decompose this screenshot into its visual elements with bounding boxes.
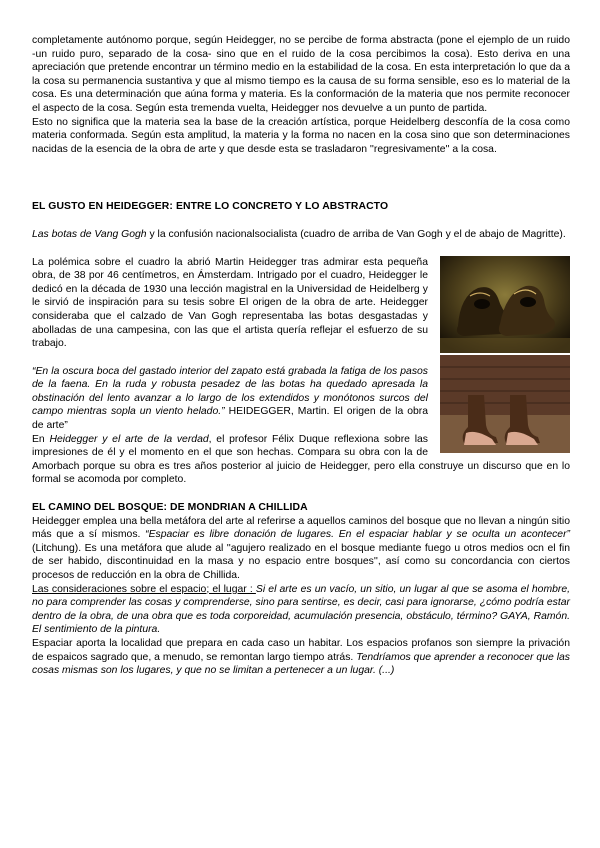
artwork-title: Las botas de Vang Gogh xyxy=(32,228,147,240)
s2p2-quote: Si el arte es un vacío, un sitio, un lugar al que se asoma el hombre, no para comprender las cosas y comprenderse, sino para sentirse, es decir, casi para ignorarse, ¿cómo podría estar dentro de la obra, de una obra que es toda corporeidad, acumulación presencia, obstáculo, término? GAYA, Ramón. El sentimiento de la pintura. xyxy=(32,583,571,636)
van-gogh-boots-painting xyxy=(440,256,570,353)
s2p2-label: Las consideraciones sobre el espacio; el lugar : xyxy=(32,583,256,595)
s2p1-quote: “Espaciar es libre donación de lugares. En el espaciar hablar y se oculta un acontecer” xyxy=(145,529,570,541)
intro-paragraph-1: completamente autónomo porque, según Heidegger, no se percibe de forma abstracta (pone el ejemplo de un ruido -un ruido puro, separado de la cosa- sino que en el ruido de la cosa percibimos la cosa). Esto deriva en una apreciación que pretende encontrar un término medio en la estabilidad de la cosa. En esta interpretación lo que da a la cosa su permanencia sustantiva y que al mismo tiempo es la causa de su forma sensible, eso es lo material de la cosa. Es una determinación que aúna forma y materia. Es la conformación de la materia que nos permite reconocer el aspecto de la cosa. Según esta tremenda vuelta, Heidegger nos devuelve a un punto de partida. xyxy=(32,35,570,114)
quote-text: “En la oscura boca del gastado interior del zapato está grabada la fatiga de los pasos de la faena. En la ruda y robusta pesadez de las botas ha quedado apresada la obstinación del lento avanzar a lo largo de los extendidos y monótonos surcos del campo mientras sopla un viento helado.” xyxy=(32,365,428,418)
section-heading-camino: EL CAMINO DEL BOSQUE: DE MONDRIAN A CHILLIDA xyxy=(32,502,308,514)
p2-rest: , el profesor Félix Duque reflexiona sobre las impresiones de él y el momento en el que son hechas. Compara su obra con la de Amorbach porque su obra es tres años posterior al juicio de Heidegger, pero ella construye un discurso que en lo formal se acomoda por completo. xyxy=(32,433,570,486)
quote-source: HEIDEGGER, Martin. El origen de la obra de arte” xyxy=(32,406,428,432)
document-page xyxy=(32,34,570,678)
book-title: Heidegger y el arte de la verdad xyxy=(49,433,209,445)
section2-paragraph-1 xyxy=(32,515,570,583)
section1-lead-text: y la confusión nacionalsocialista (cuadro de arriba de Van Gogh y el de abajo de Magritte). xyxy=(146,228,566,240)
section1-lead xyxy=(32,228,570,242)
section-heading-gusto: EL GUSTO EN HEIDEGGER: ENTRE LO CONCRETO Y LO ABSTRACTO xyxy=(32,201,389,213)
paintings-figure xyxy=(440,256,570,453)
section1-paragraph-1: La polémica sobre el cuadro la abrió Martin Heidegger tras admirar esta pequeña obra, de 38 por 46 centímetros, en Ámsterdam. Intrigado por el cuadro, Heidegger le dedicó en la década de 1930 una lección magistral en la Universidad de Heidelberg y le sirvió de inspiración para su tesis sobre El origen de la obra de arte. Heidegger consideraba que el calzado de Van Gogh representaba las botas desgastadas y abolladas de una campesina, con las que el artista quería reflejar el esfuerzo de su trabajo. xyxy=(32,256,428,350)
section2-paragraph-3 xyxy=(32,637,570,678)
intro-paragraph-2: Esto no significa que la materia sea la base de la creación artística, porque Heidelberg desconfía de la cosa como materia conformada. Según esta amplitud, la materia y la forma no nacen en la cosa sino que son determinaciones nacidas de la esencia de la obra de arte y que desde esta se trasladaron ''regresivamente'' a la cosa. xyxy=(32,116,570,155)
s2p1-start: Heidegger emplea una bella metáfora del arte al referirse a aquellos caminos del bosque que no llevan a ningún sitio más que a sí mismos. xyxy=(32,515,570,541)
p2-start: En xyxy=(32,433,50,445)
section2-paragraph-2 xyxy=(32,583,570,637)
s2p3-start: Espaciar aporta la localidad que prepara en cada caso un habitar. Los espacios profanos son siempre la privación de espaicos sagrado que, a menudo, se remontan largo tiempo atrás. xyxy=(32,637,570,663)
s2p1-rest: (Litchung). Es una metáfora que alude al ''agujero realizado en el bosque mediante fuego u otros medios ocn el fin de ser habido, discontinuidad en la masa y no espacio entre bosques'', así como su concordancia con ciertos procesos de reducción en la obra de Chillida. xyxy=(32,542,570,581)
s2p3-quote: Tendríamos que aprender a reconocer que las cosas mismas son los lugares, y que no se limitan a pertenecer a un lugar. (...) xyxy=(32,651,570,677)
magritte-painting xyxy=(440,355,570,453)
